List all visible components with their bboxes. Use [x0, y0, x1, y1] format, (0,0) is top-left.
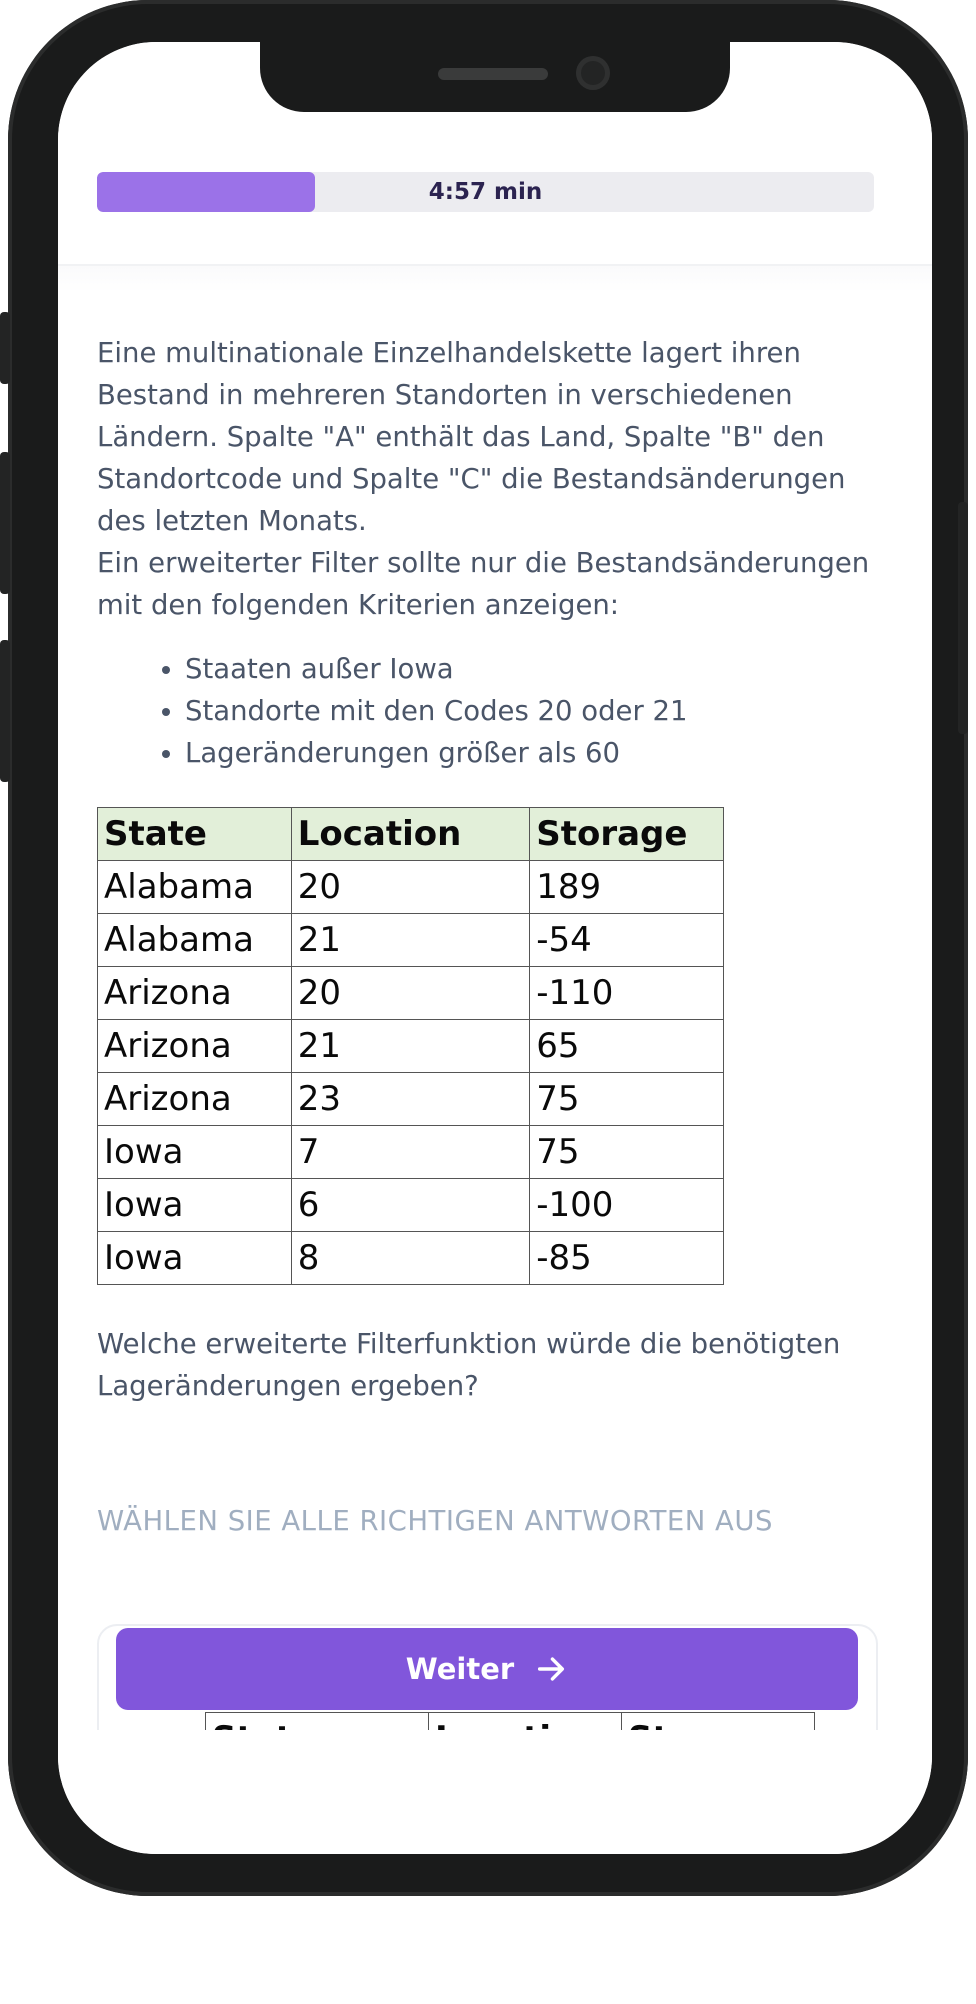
phone-frame	[8, 0, 968, 1896]
question-prompt: Welche erweiterte Filterfunktion würde die benötigten Lageränderungen ergeben?	[97, 1328, 841, 1402]
table-row	[98, 1232, 724, 1285]
next-button[interactable]	[116, 1628, 858, 1710]
criteria-item: • Standorte mit den Codes 20 oder 21	[185, 690, 887, 732]
question-content	[97, 332, 887, 1537]
table-cell: 21	[291, 914, 529, 967]
table-cell: 21	[291, 1020, 529, 1073]
table-row	[98, 1126, 724, 1179]
table-header-cell: Location	[291, 808, 529, 861]
table-cell: Arizona	[98, 967, 292, 1020]
data-table	[97, 807, 724, 1285]
table-cell: Alabama	[98, 861, 292, 914]
table-header-row	[98, 808, 724, 861]
question-intro: Eine multinationale Einzelhandelskette lagert ihren Bestand in mehreren Standorten in verschiedenen Ländern. Spalte "A" enthält das Land, Spalte "B" den Standortcode und Spalte "C" die Bestandsänderungen des letzten Monats.	[97, 337, 846, 537]
table-cell: 75	[530, 1126, 724, 1179]
table-row	[98, 861, 724, 914]
phone-notch	[260, 42, 730, 112]
table-cell: 20	[291, 861, 529, 914]
phone-screen	[58, 42, 932, 1854]
table-cell: Arizona	[98, 1020, 292, 1073]
table-cell: Iowa	[98, 1232, 292, 1285]
table-row	[98, 1073, 724, 1126]
arrow-right-icon	[534, 1652, 568, 1686]
timer-label: 4:57 min	[428, 179, 543, 205]
header-shadow	[58, 266, 932, 292]
criteria-list	[97, 648, 887, 774]
criteria-item: • Staaten außer Iowa	[185, 648, 887, 690]
power-button	[958, 502, 968, 734]
table-cell: 7	[291, 1126, 529, 1179]
table-header-cell: State	[98, 808, 292, 861]
table-cell: -85	[530, 1232, 724, 1285]
volume-down-button	[0, 640, 10, 782]
table-cell: 65	[530, 1020, 724, 1073]
mute-switch	[0, 312, 10, 384]
table-cell: Iowa	[98, 1126, 292, 1179]
table-row	[98, 1020, 724, 1073]
table-body	[98, 861, 724, 1285]
table-cell: Alabama	[98, 914, 292, 967]
table-cell: 23	[291, 1073, 529, 1126]
table-header-cell: Storage	[530, 808, 724, 861]
timer-progress-bar	[97, 172, 874, 212]
next-button-label: Weiter	[405, 1652, 515, 1686]
table-cell: 6	[291, 1179, 529, 1232]
answers-section-label: WÄHLEN SIE ALLE RICHTIGEN ANTWORTEN AUS	[97, 1505, 773, 1537]
criteria-item: • Lageränderungen größer als 60	[185, 732, 887, 774]
table-cell: -54	[530, 914, 724, 967]
table-cell: -100	[530, 1179, 724, 1232]
table-cell: 8	[291, 1232, 529, 1285]
table-cell: 189	[530, 861, 724, 914]
table-cell: 20	[291, 967, 529, 1020]
table-row	[98, 967, 724, 1020]
table-row	[98, 914, 724, 967]
speaker-grille	[438, 68, 548, 80]
table-cell: 75	[530, 1073, 724, 1126]
question-filter-instruction: Ein erweiterter Filter sollte nur die Bestandsänderungen mit den folgenden Kriterien anzeigen:	[97, 547, 870, 621]
table-cell: -110	[530, 967, 724, 1020]
volume-up-button	[0, 452, 10, 594]
front-camera	[576, 56, 610, 90]
screen-bottom	[58, 1730, 932, 1854]
table-row	[98, 1179, 724, 1232]
table-cell: Arizona	[98, 1073, 292, 1126]
table-cell: Iowa	[98, 1179, 292, 1232]
